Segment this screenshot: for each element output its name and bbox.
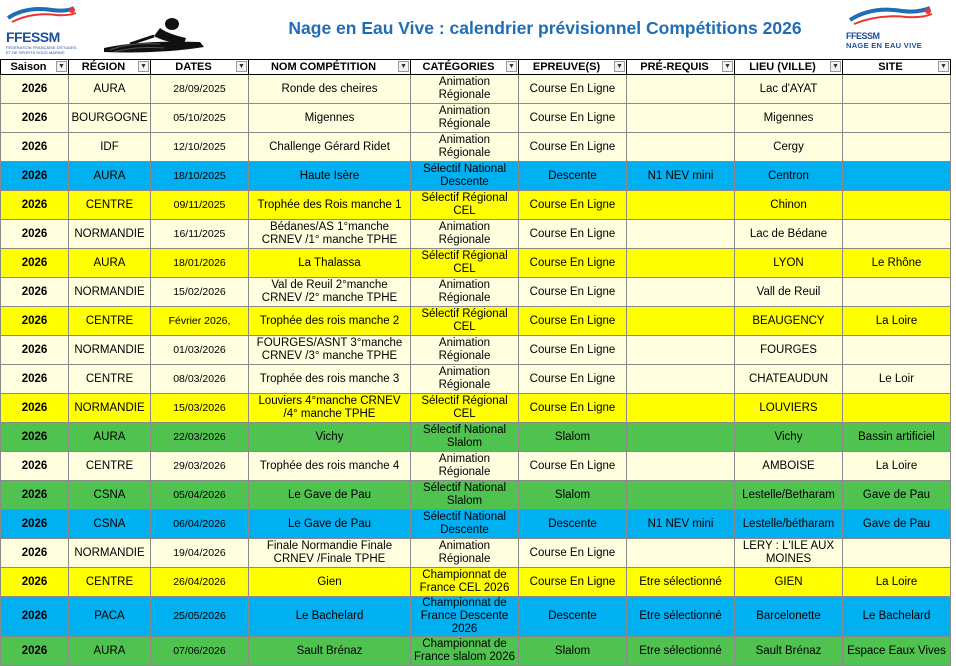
date-cell[interactable]: Février 2026, [151,307,249,336]
epreuve-cell[interactable]: Course En Ligne [519,249,627,278]
saison-cell[interactable]: 2026 [1,510,69,539]
epreuve-cell[interactable]: Course En Ligne [519,75,627,104]
nom-competition-cell[interactable]: Trophée des rois manche 4 [249,452,411,481]
nom-competition-cell[interactable]: Le Bachelard [249,597,411,637]
prerequis-cell[interactable] [627,452,735,481]
epreuve-cell[interactable]: Course En Ligne [519,539,627,568]
categorie-cell[interactable]: Sélectif National Slalom [411,481,519,510]
prerequis-header [627,60,735,75]
site-cell[interactable]: Gave de Pau [843,510,951,539]
lieu-cell[interactable]: AMBOISE [735,452,843,481]
table-row [1,75,951,104]
filter-dropdown-icon[interactable]: ▼ [506,61,517,72]
table-row [1,637,951,666]
lieu-cell[interactable]: Lestelle/bétharam [735,510,843,539]
categorie-cell[interactable]: Sélectif Régional CEL [411,191,519,220]
prerequis-cell[interactable] [627,307,735,336]
prerequis-cell[interactable]: Etre sélectionné [627,597,735,637]
lieu-cell[interactable]: BEAUGENCY [735,307,843,336]
categorie-cell[interactable]: Sélectif Régional CEL [411,394,519,423]
lieu-cell[interactable]: Vall de Reuil [735,278,843,307]
site-cell[interactable]: La Loire [843,307,951,336]
wave-icon [846,4,936,26]
site-cell[interactable] [843,220,951,249]
date-cell[interactable]: 25/05/2026 [151,597,249,637]
nom-competition-cell[interactable]: Val de Reuil 2°manche CRNEV /2° manche TPHE [249,278,411,307]
epreuve-cell[interactable]: Course En Ligne [519,220,627,249]
table-row [1,104,951,133]
site-cell[interactable] [843,104,951,133]
lieu-cell[interactable]: Barcelonette [735,597,843,637]
epreuve-cell[interactable]: Course En Ligne [519,104,627,133]
nom-competition-cell[interactable]: Haute Isère [249,162,411,191]
region-cell[interactable]: BOURGOGNE [69,104,151,133]
categories-header [411,60,519,75]
categorie-cell[interactable]: Animation Régionale [411,104,519,133]
date-cell[interactable]: 06/04/2026 [151,510,249,539]
nom-competition-cell[interactable]: Sault Brénaz [249,637,411,666]
lieu-cell[interactable]: Lac de Bédane [735,220,843,249]
filter-dropdown-icon[interactable]: ▼ [614,61,625,72]
table-row [1,307,951,336]
region-cell[interactable]: AURA [69,423,151,452]
site-cell[interactable]: La Loire [843,452,951,481]
column-label: SITE [878,61,903,73]
categorie-cell[interactable]: Sélectif National Descente [411,510,519,539]
table-row [1,220,951,249]
nom-competition-cell[interactable]: FOURGES/ASNT 3°manche CRNEV /3° manche TPHE [249,336,411,365]
table-row [1,510,951,539]
nom-competition-cell[interactable]: Le Gave de Pau [249,510,411,539]
table-row [1,162,951,191]
categorie-cell[interactable]: Animation Régionale [411,539,519,568]
prerequis-cell[interactable] [627,539,735,568]
nom-competition-cell[interactable]: La Thalassa [249,249,411,278]
epreuve-cell[interactable]: Slalom [519,637,627,666]
region-cell[interactable]: CENTRE [69,191,151,220]
prerequis-cell[interactable]: N1 NEV mini [627,162,735,191]
swimmer-silhouette-icon [100,14,210,54]
date-cell[interactable]: 05/04/2026 [151,481,249,510]
epreuve-cell[interactable]: Descente [519,510,627,539]
region-cell[interactable]: AURA [69,637,151,666]
filter-dropdown-icon[interactable]: ▼ [938,61,949,72]
prerequis-cell[interactable] [627,104,735,133]
site-cell[interactable]: Bassin artificiel [843,423,951,452]
saison-cell[interactable]: 2026 [1,162,69,191]
region-cell[interactable]: AURA [69,162,151,191]
site-cell[interactable]: Le Loir [843,365,951,394]
date-cell[interactable]: 15/03/2026 [151,394,249,423]
lieu-cell[interactable]: Cergy [735,133,843,162]
saison-cell[interactable]: 2026 [1,539,69,568]
filter-dropdown-icon[interactable]: ▼ [138,61,149,72]
column-label: LIEU (VILLE) [749,61,816,73]
prerequis-cell[interactable] [627,249,735,278]
header [0,0,956,59]
nom-competition-cell[interactable]: Ronde des cheires [249,75,411,104]
nom-competition-cell[interactable]: Trophée des rois manche 3 [249,365,411,394]
saison-cell[interactable]: 2026 [1,365,69,394]
site-cell[interactable] [843,539,951,568]
ffessm-logo-left [6,4,78,56]
saison-header [1,60,69,75]
nom-competition-cell[interactable]: Bédanes/AS 1°manche CRNEV /1° manche TPHE [249,220,411,249]
table-row [1,568,951,597]
region-cell[interactable]: CENTRE [69,365,151,394]
filter-dropdown-icon[interactable]: ▼ [236,61,247,72]
saison-cell[interactable]: 2026 [1,481,69,510]
date-cell[interactable]: 22/03/2026 [151,423,249,452]
site-cell[interactable] [843,191,951,220]
dates-header [151,60,249,75]
saison-cell[interactable]: 2026 [1,249,69,278]
table-row [1,336,951,365]
epreuve-cell[interactable]: Course En Ligne [519,568,627,597]
page-title: Nage en Eau Vive : calendrier prévisionnel Compétitions 2026 [288,18,802,38]
prerequis-cell[interactable] [627,220,735,249]
lieu-cell[interactable]: Sault Brénaz [735,637,843,666]
region-cell[interactable]: IDF [69,133,151,162]
epreuve-cell[interactable]: Course En Ligne [519,365,627,394]
date-cell[interactable]: 18/10/2025 [151,162,249,191]
filter-dropdown-icon[interactable]: ▼ [398,61,409,72]
logo-right-text: FFESSM [846,31,880,41]
lieu-cell[interactable]: Lac d'AYAT [735,75,843,104]
date-cell[interactable]: 05/10/2025 [151,104,249,133]
date-cell[interactable]: 08/03/2026 [151,365,249,394]
table-row [1,539,951,568]
column-label: RÉGION [81,61,126,73]
date-cell[interactable]: 01/03/2026 [151,336,249,365]
epreuve-cell[interactable]: Descente [519,597,627,637]
lieu-cell[interactable]: LYON [735,249,843,278]
nom-competition-cell[interactable]: Vichy [249,423,411,452]
date-cell[interactable]: 12/10/2025 [151,133,249,162]
categorie-cell[interactable]: Championnat de France CEL 2026 [411,568,519,597]
epreuves-header [519,60,627,75]
epreuve-cell[interactable]: Slalom [519,423,627,452]
epreuve-cell[interactable]: Course En Ligne [519,336,627,365]
epreuve-cell[interactable]: Descente [519,162,627,191]
saison-cell[interactable]: 2026 [1,307,69,336]
saison-cell[interactable]: 2026 [1,568,69,597]
epreuve-cell[interactable]: Slalom [519,481,627,510]
region-cell[interactable]: PACA [69,597,151,637]
date-cell[interactable]: 18/01/2026 [151,249,249,278]
prerequis-cell[interactable] [627,133,735,162]
region-cell[interactable]: CSNA [69,481,151,510]
ffessm-logo-right [846,4,936,56]
region-cell[interactable]: NORMANDIE [69,539,151,568]
lieu-cell[interactable]: LOUVIERS [735,394,843,423]
epreuve-cell[interactable]: Course En Ligne [519,394,627,423]
categorie-cell[interactable]: Animation Régionale [411,220,519,249]
site-cell[interactable] [843,133,951,162]
categorie-cell[interactable]: Sélectif Régional CEL [411,249,519,278]
nom-competition-header [249,60,411,75]
table-row [1,394,951,423]
region-cell[interactable]: CENTRE [69,452,151,481]
date-cell[interactable]: 09/11/2025 [151,191,249,220]
region-cell[interactable]: NORMANDIE [69,394,151,423]
table-row [1,481,951,510]
lieu-cell[interactable]: LERY : L'ILE AUX MOINES [735,539,843,568]
lieu-cell[interactable]: Chinon [735,191,843,220]
site-cell[interactable] [843,75,951,104]
region-header [69,60,151,75]
filter-dropdown-icon[interactable]: ▼ [830,61,841,72]
prerequis-cell[interactable] [627,481,735,510]
prerequis-cell[interactable] [627,336,735,365]
epreuve-cell[interactable]: Course En Ligne [519,133,627,162]
column-label: EPREUVE(S) [532,61,601,73]
epreuve-cell[interactable]: Course En Ligne [519,452,627,481]
categorie-cell[interactable]: Championnat de France Descente 2026 [411,597,519,637]
region-cell[interactable]: CENTRE [69,568,151,597]
categorie-cell[interactable]: Championnat de France slalom 2026 [411,637,519,666]
lieu-cell[interactable]: Centron [735,162,843,191]
table-row [1,133,951,162]
date-cell[interactable]: 28/09/2025 [151,75,249,104]
nom-competition-cell[interactable]: Le Gave de Pau [249,481,411,510]
lieu-cell[interactable]: GIEN [735,568,843,597]
nom-competition-cell[interactable]: Gien [249,568,411,597]
table-row [1,191,951,220]
prerequis-cell[interactable] [627,75,735,104]
categorie-cell[interactable]: Animation Régionale [411,365,519,394]
saison-cell[interactable]: 2026 [1,133,69,162]
lieu-cell[interactable]: FOURGES [735,336,843,365]
site-cell[interactable]: Le Bachelard [843,597,951,637]
lieu-cell[interactable]: Migennes [735,104,843,133]
site-cell[interactable] [843,394,951,423]
date-cell[interactable]: 19/04/2026 [151,539,249,568]
region-cell[interactable]: CENTRE [69,307,151,336]
table-row [1,452,951,481]
prerequis-cell[interactable] [627,278,735,307]
categorie-cell[interactable]: Animation Régionale [411,133,519,162]
filter-dropdown-icon[interactable]: ▼ [56,61,67,72]
header-row [1,60,951,75]
logo-left-text: FFESSM [6,29,60,45]
site-cell[interactable] [843,278,951,307]
prerequis-cell[interactable]: Etre sélectionné [627,637,735,666]
epreuve-cell[interactable]: Course En Ligne [519,191,627,220]
region-cell[interactable]: CSNA [69,510,151,539]
table-row [1,249,951,278]
site-cell[interactable]: La Loire [843,568,951,597]
region-cell[interactable]: NORMANDIE [69,336,151,365]
saison-cell[interactable]: 2026 [1,597,69,637]
column-label: CATÉGORIES [422,61,495,73]
wave-icon [6,4,78,24]
site-cell[interactable]: Le Rhône [843,249,951,278]
filter-dropdown-icon[interactable]: ▼ [722,61,733,72]
site-cell[interactable]: Espace Eaux Vives [843,637,951,666]
column-label: PRÉ-REQUIS [640,61,709,73]
region-cell[interactable]: NORMANDIE [69,278,151,307]
site-cell[interactable] [843,336,951,365]
competition-table [0,59,951,666]
epreuve-cell[interactable]: Course En Ligne [519,307,627,336]
nom-competition-cell[interactable]: Challenge Gérard Ridet [249,133,411,162]
saison-cell[interactable]: 2026 [1,336,69,365]
lieu-cell[interactable]: CHATEAUDUN [735,365,843,394]
saison-cell[interactable]: 2026 [1,75,69,104]
categorie-cell[interactable]: Sélectif National Descente [411,162,519,191]
saison-cell[interactable]: 2026 [1,220,69,249]
site-header [843,60,951,75]
table-row [1,365,951,394]
prerequis-cell[interactable] [627,394,735,423]
saison-cell[interactable]: 2026 [1,423,69,452]
logo-left-sub: FÉDÉRATION FRANÇAISE D'ÉTUDES ET DE SPORTS SOUS-MARINS [6,45,77,55]
lieu-header [735,60,843,75]
column-label: NOM COMPÉTITION [270,61,377,73]
epreuve-cell[interactable]: Course En Ligne [519,278,627,307]
column-label: Saison [10,61,47,73]
region-cell[interactable]: NORMANDIE [69,220,151,249]
region-cell[interactable]: AURA [69,249,151,278]
saison-cell[interactable]: 2026 [1,637,69,666]
categorie-cell[interactable]: Sélectif Régional CEL [411,307,519,336]
categorie-cell[interactable]: Animation Régionale [411,278,519,307]
prerequis-cell[interactable]: N1 NEV mini [627,510,735,539]
nom-competition-cell[interactable]: Trophée des rois manche 2 [249,307,411,336]
table-row [1,597,951,637]
lieu-cell[interactable]: Vichy [735,423,843,452]
table-row [1,423,951,452]
prerequis-cell[interactable] [627,365,735,394]
prerequis-cell[interactable] [627,191,735,220]
date-cell[interactable]: 15/02/2026 [151,278,249,307]
date-cell[interactable]: 26/04/2026 [151,568,249,597]
categorie-cell[interactable]: Sélectif National Slalom [411,423,519,452]
saison-cell[interactable]: 2026 [1,191,69,220]
prerequis-cell[interactable] [627,423,735,452]
categorie-cell[interactable]: Animation Régionale [411,75,519,104]
region-cell[interactable]: AURA [69,75,151,104]
date-cell[interactable]: 29/03/2026 [151,452,249,481]
prerequis-cell[interactable]: Etre sélectionné [627,568,735,597]
site-cell[interactable] [843,162,951,191]
saison-cell[interactable]: 2026 [1,394,69,423]
logo-right-sub: NAGE EN EAU VIVE [846,41,923,50]
categorie-cell[interactable]: Animation Régionale [411,336,519,365]
date-cell[interactable]: 07/06/2026 [151,637,249,666]
saison-cell[interactable]: 2026 [1,278,69,307]
nom-competition-cell[interactable]: Louviers 4°manche CRNEV /4° manche TPHE [249,394,411,423]
date-cell[interactable]: 16/11/2025 [151,220,249,249]
table-row [1,278,951,307]
nom-competition-cell[interactable]: Migennes [249,104,411,133]
site-cell[interactable]: Gave de Pau [843,481,951,510]
saison-cell[interactable]: 2026 [1,104,69,133]
column-label: DATES [175,61,212,73]
lieu-cell[interactable]: Lestelle/Betharam [735,481,843,510]
nom-competition-cell[interactable]: Finale Normandie Finale CRNEV /Finale TPHE [249,539,411,568]
nom-competition-cell[interactable]: Trophée des Rois manche 1 [249,191,411,220]
categorie-cell[interactable]: Animation Régionale [411,452,519,481]
saison-cell[interactable]: 2026 [1,452,69,481]
